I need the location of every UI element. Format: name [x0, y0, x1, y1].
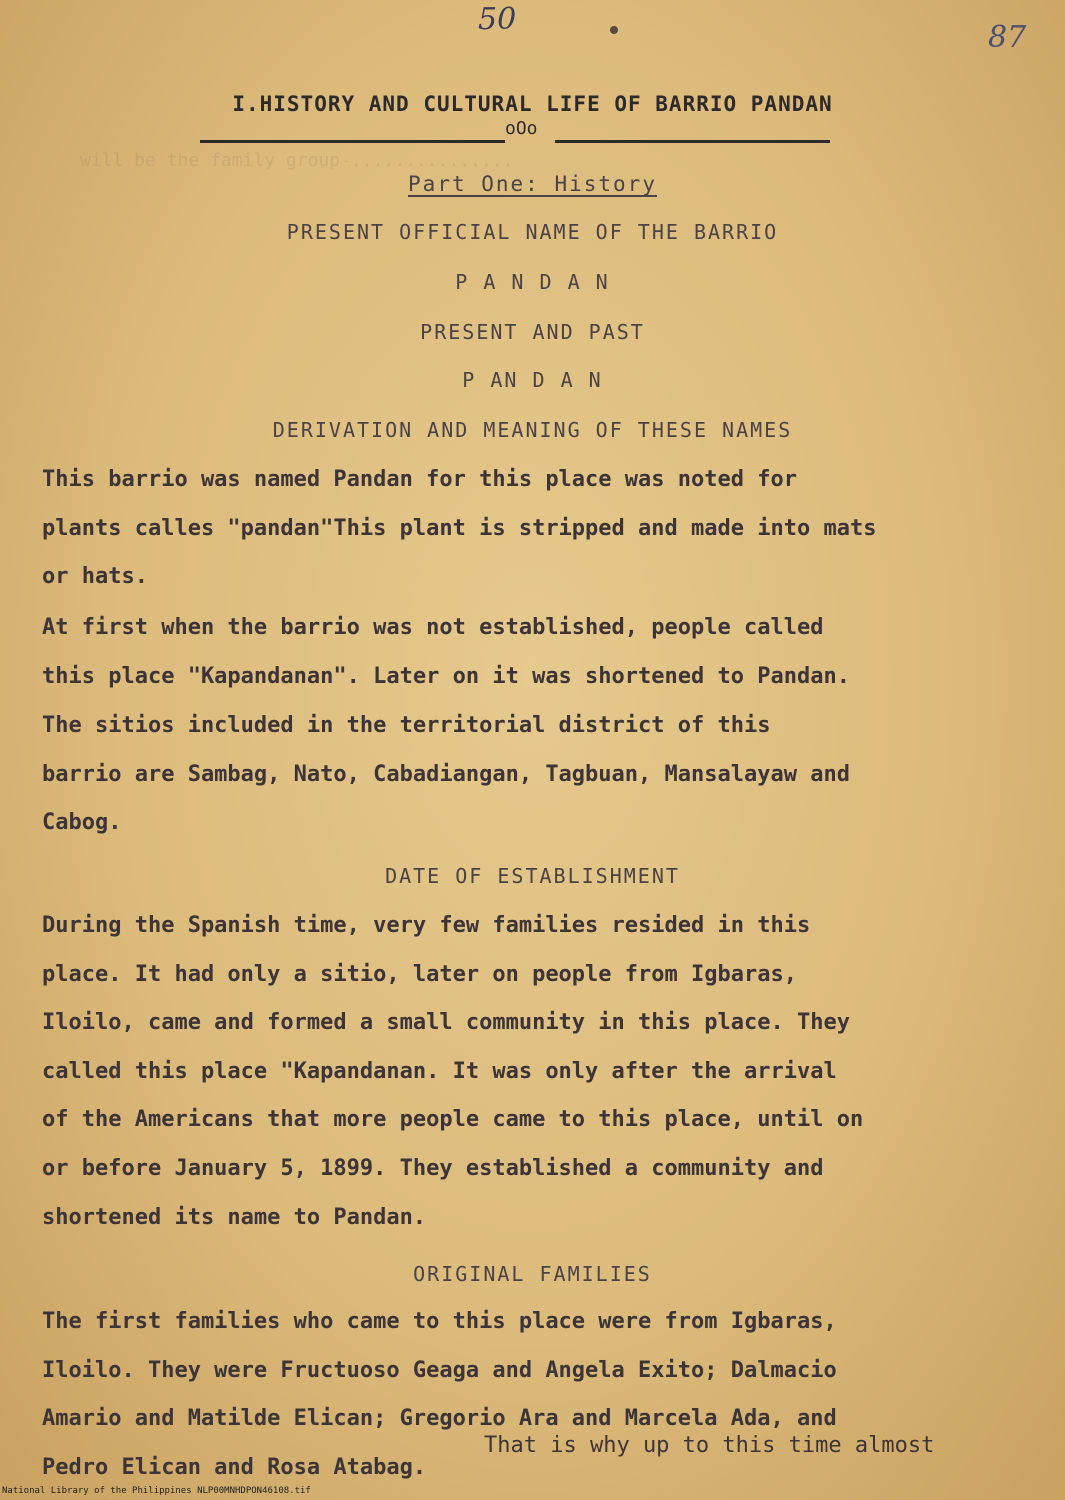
text-line: Cabog.	[42, 810, 122, 836]
archive-footer: National Library of the Philippines NLP00MNHDPON46108.tif	[2, 1486, 311, 1496]
text-line: this place "Kapandanan". Later on it was shortened to Pandan.	[42, 663, 850, 689]
paragraph-derivation	[42, 456, 1032, 602]
barrio-name-past: P AN D A N	[462, 368, 603, 392]
bleed-through-text: will be the family group-...............	[80, 150, 514, 171]
paragraph-former-name	[42, 604, 1032, 701]
paragraph-sitios	[42, 702, 1032, 848]
title-rule-right	[555, 140, 830, 143]
text-line: plants calles "pandan"This plant is stripped and made into mats	[42, 515, 877, 541]
overlay-typed-line	[484, 1422, 1044, 1471]
title-rule-left	[200, 140, 505, 143]
text-line: called this place "Kapandanan. It was only after the arrival	[42, 1058, 837, 1084]
text-line: This barrio was named Pandan for this place was noted for	[42, 467, 797, 492]
handwritten-folio-number: 87	[988, 20, 1027, 55]
text-line: At first when the barrio was not established, people called	[42, 615, 824, 640]
text-line: Amario and Matilde Elican; Gregorio Ara and Marcela Ada, and	[42, 1406, 837, 1432]
section-heading-establishment: DATE OF ESTABLISHMENT	[385, 864, 680, 888]
text-line: place. It had only a sitio, later on people from Igbaras,	[42, 961, 797, 987]
section-heading-official-name: PRESENT OFFICIAL NAME OF THE BARRIO	[286, 220, 779, 244]
text-line: or hats.	[42, 564, 148, 590]
text-line: The sitios included in the territorial district of this	[42, 713, 771, 738]
section-heading-present-past: PRESENT AND PAST	[420, 320, 645, 344]
text-line: Pedro Elican and Rosa Atabag.	[42, 1454, 427, 1480]
section-heading-families: ORIGINAL FAMILIES	[413, 1262, 652, 1286]
handwritten-page-number: 50	[478, 2, 517, 37]
paragraph-establishment	[42, 902, 1032, 1242]
text-line: Iloilo, came and formed a small community in this place. They	[42, 1010, 850, 1036]
text-line: During the Spanish time, very few families resided in this	[42, 913, 811, 938]
title-separator: oOo	[505, 118, 538, 139]
text-line: barrio are Sambag, Nato, Cabadiangan, Tagbuan, Mansalayaw and	[42, 761, 850, 787]
ink-dot	[610, 26, 618, 34]
text-line: shortened its name to Pandan.	[42, 1204, 427, 1230]
text-line: The first families who came to this place were from Igbaras,	[42, 1309, 837, 1334]
text-line: of the Americans that more people came to this place, until on	[42, 1107, 864, 1133]
section-heading-derivation: DERIVATION AND MEANING OF THESE NAMES	[272, 418, 793, 442]
document-title: I.HISTORY AND CULTURAL LIFE OF BARRIO PANDAN	[232, 92, 833, 116]
barrio-name-present: P A N D A N	[455, 270, 610, 294]
text-line: That is why up to this time almost	[484, 1433, 935, 1458]
text-line: Iloilo. They were Fructuoso Geaga and Angela Exito; Dalmacio	[42, 1357, 837, 1383]
part-heading: Part One: History	[408, 172, 657, 196]
text-line: or before January 5, 1899. They established a community and	[42, 1155, 824, 1181]
